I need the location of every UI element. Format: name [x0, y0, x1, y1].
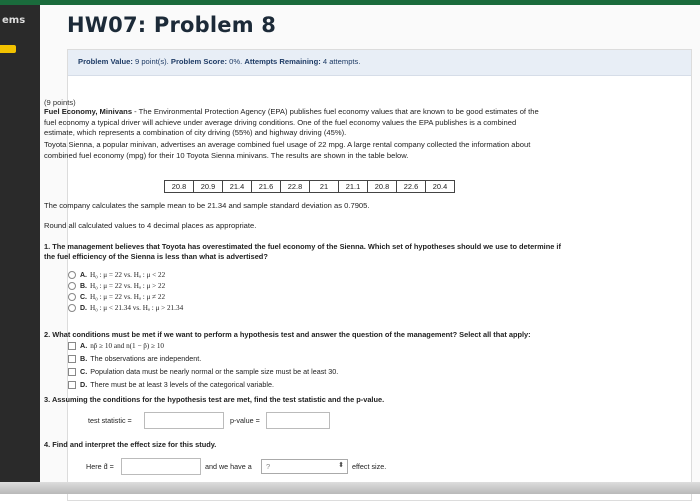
option-text: The observations are independent.: [90, 354, 202, 363]
q4-text: 4. Find and interpret the effect size for this study.: [44, 440, 217, 449]
q2-option-d[interactable]: [68, 380, 274, 389]
problem-value-bar: [68, 50, 691, 76]
intro-paragraph: [44, 107, 606, 139]
option-text: There must be at least 3 levels of the categorical variable.: [90, 380, 274, 389]
table-row: [165, 181, 455, 193]
option-text: np̂ ≥ 10 and n(1 − p̂) ≥ 10: [90, 341, 165, 350]
table-cell: 21.1: [339, 181, 368, 193]
question-1: [44, 242, 610, 262]
test-statistic-label: test statistic =: [88, 416, 132, 425]
nav-label[interactable]: ems: [2, 15, 26, 26]
q1-option-c[interactable]: [68, 293, 165, 301]
option-label: C.: [80, 367, 88, 376]
table-cell: 21.6: [252, 181, 281, 193]
effect-d-label: Here d̂ =: [86, 462, 114, 471]
sample-statistics-text: The company calculates the sample mean to be 21.34 and sample standard deviation as 0.7905.: [44, 201, 370, 210]
question-3: [44, 395, 610, 405]
table-cell: 20.8: [165, 181, 194, 193]
intro-bold: Fuel Economy, Minivans: [44, 107, 133, 116]
table-cell: 21: [310, 181, 339, 193]
option-text: H₀ : μ = 22 vs. Hₐ : μ < 22: [90, 271, 166, 279]
checkbox[interactable]: [68, 368, 76, 376]
value-label: Problem Value:: [78, 57, 133, 66]
table-cell: 21.4: [223, 181, 252, 193]
option-label: B.: [80, 354, 88, 363]
q1-line1: 1. The management believes that Toyota has overestimated the fuel economy of the Sienna. Which set of hypotheses should we use to determine if: [44, 242, 561, 251]
option-label: D.: [80, 304, 87, 312]
q1-line2: the fuel efficiency of the Sienna is less than what is advertised?: [44, 252, 268, 262]
checkbox[interactable]: [68, 381, 76, 389]
q2-option-b[interactable]: [68, 354, 201, 363]
page-title: HW07: Problem 8: [67, 13, 277, 37]
points-text: (9 points): [44, 98, 76, 107]
table-cell: 20.4: [426, 181, 455, 193]
table-cell: 20.8: [368, 181, 397, 193]
table-cell: 22.6: [397, 181, 426, 193]
q2-option-c[interactable]: [68, 367, 338, 376]
intro-line3: estimate, which represents a combination of city driving (55%) and highway driving (45%).: [44, 128, 347, 138]
option-label: A.: [80, 341, 88, 350]
para2-line1: Toyota Sienna, a popular minivan, advertises an average combined fuel usage of 22 mpg. A large rental company collected the information about: [44, 140, 531, 149]
and-we-have-label: and we have a: [205, 462, 252, 471]
context-paragraph: [44, 140, 606, 161]
intro-line1: - The Environmental Protection Agency (EPA) publishes fuel economy values that are known to be good estimates of the: [132, 107, 539, 116]
intro-line2: fuel economy a typical driver will achieve under average driving conditions. One of the fuel economy values the EPA publishes is a combined: [44, 117, 517, 127]
option-label: C.: [80, 293, 87, 301]
question-4: [44, 440, 610, 450]
value-text: 9 point(s).: [135, 57, 169, 66]
attempts-label: Attempts Remaining:: [244, 57, 321, 66]
table-cell: 22.8: [281, 181, 310, 193]
select-value: ?: [266, 462, 271, 471]
p-value-input[interactable]: [266, 412, 330, 429]
option-text: H₀ : μ < 21.34 vs. Hₐ : μ > 21.34: [90, 304, 184, 312]
nav-active-indicator: [0, 45, 16, 53]
score-text: 0%.: [229, 57, 243, 66]
q1-option-a[interactable]: [68, 271, 165, 279]
para2-line2: combined fuel economy (mpg) for their 10 Toyota Sienna minivans. The results are shown in the table below.: [44, 150, 409, 160]
checkbox[interactable]: [68, 355, 76, 363]
radio-button[interactable]: [68, 282, 76, 290]
bottom-edge: [0, 482, 700, 494]
radio-button[interactable]: [68, 271, 76, 279]
checkbox[interactable]: [68, 342, 76, 350]
question-2: [44, 330, 610, 340]
table-cell: 20.9: [194, 181, 223, 193]
option-label: D.: [80, 380, 88, 389]
option-label: A.: [80, 271, 87, 279]
q3-text: 3. Assuming the conditions for the hypothesis test are met, find the test statistic and the p-value.: [44, 395, 385, 404]
q1-option-d[interactable]: [68, 304, 183, 312]
effect-d-input[interactable]: [121, 458, 201, 475]
rounding-instruction: Round all calculated values to 4 decimal places as appropriate.: [44, 221, 257, 230]
q2-text: 2. What conditions must be met if we want to perform a hypothesis test and answer the question of the management? Select all that apply:: [44, 330, 531, 339]
q1-option-b[interactable]: [68, 282, 165, 290]
q2-option-a[interactable]: [68, 341, 164, 350]
option-text: Population data must be nearly normal or the sample size must be at least 30.: [90, 367, 339, 376]
left-navigation: [0, 5, 40, 494]
effect-size-label: effect size.: [352, 462, 387, 471]
chevron-updown-icon: ⬍: [338, 462, 344, 469]
data-table: [164, 180, 455, 193]
score-label: Problem Score:: [170, 57, 228, 66]
attempts-text: 4 attempts.: [322, 57, 361, 66]
radio-button[interactable]: [68, 293, 76, 301]
effect-size-select[interactable]: [261, 459, 348, 474]
radio-button[interactable]: [68, 304, 76, 312]
option-label: B.: [80, 282, 87, 290]
option-text: H₀ : μ = 22 vs. Hₐ : μ ≠ 22: [90, 293, 166, 301]
option-text: H₀ : μ = 22 vs. Hₐ : μ > 22: [90, 282, 166, 290]
p-value-label: p-value =: [230, 416, 260, 425]
test-statistic-input[interactable]: [144, 412, 224, 429]
